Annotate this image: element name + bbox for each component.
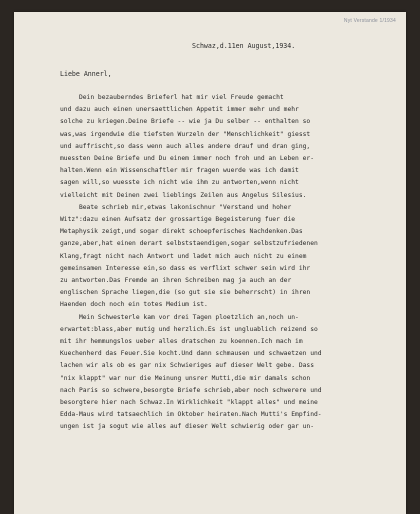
letter-line: halten.Wenn ein Wissenschaftler mir fragen wuerde was ich damit: [60, 167, 299, 175]
letter-line: ganze,aber,hat einen derart selbststaendigen,sogar selbstzufriedenen: [60, 240, 318, 248]
letter-line: erwartet:blass,aber mutig und herzlich.Es ist ungluablich reizend so: [60, 325, 318, 333]
letter-line: nach Paris so schwere,besorgte Briefe schrieb,aber noch schwerere und: [60, 386, 322, 394]
letter-line: besorgtere hier nach Schwaz.In Wirklichkeit "klappt alles" und meine: [60, 399, 318, 407]
letter-line: gemeinsamen Interesse ein,so dass es verflixt schwer sein wird ihr: [60, 264, 311, 272]
letter-line: Klang,fragt nicht nach Antwort und ladet mich auch nicht zu einem: [60, 252, 307, 260]
letter-line: Witz":dazu einen Aufsatz der grossartige Begeisterung fuer die: [60, 216, 296, 224]
letter-line: was,was irgendwie die tiefsten Wurzeln der "Menschlichkeit" giesst: [60, 130, 311, 138]
letter-line: Metaphysik zeigt,und sogar direkt schoepferisches Nachdenken.Das: [60, 228, 303, 236]
letter-line: muessten Deine Briefe und Du einem immer noch froh und an Leben er-: [60, 155, 315, 163]
letter-line: ungen ist ja sogut wie alles auf dieser Welt schwierig oder gar un-: [60, 423, 315, 431]
letter-line: Mein Schwesterle kam vor drei Tagen ploetzlich an,noch un-: [60, 313, 299, 321]
letter-page: [14, 12, 406, 514]
letter-line: "nix klappt" war nur die Meinung unsrer Mutti,die mir damals schon: [60, 374, 311, 382]
letter-line: englischen Sprache liegen,die (so gut sie sie beherrscht) in ihren: [60, 289, 311, 297]
letter-line: Kuechenherd das Feuer.Sie kocht.Und dann schmausen und schwaetzen und: [60, 350, 322, 358]
letter-salutation: Liebe Annerl,: [60, 70, 112, 78]
letter-line: Dein bezauberndes Brieferl hat mir viel Freude gemacht: [60, 94, 284, 101]
letter-line: zu antworten.Das Fremde an ihren Schreiben mag ja auch an der: [60, 277, 292, 285]
letter-line: vielleicht mit Deinen zwei lieblings Zeilen aus Angelus Silesius.: [60, 191, 307, 199]
letter-line: Haenden doch noch ein totes Medium ist.: [60, 301, 208, 309]
archive-note: Nyt Verstande 1/1934: [343, 18, 396, 24]
letter-line: Edda-Maus wird tatsaechlich im Oktober heiraten.Nach Mutti's Empfind-: [60, 411, 322, 419]
letter-line: solche zu kriegen.Deine Briefe -- wie ja Du selber -- enthalten so: [60, 118, 311, 126]
letter-line: lachen wir als ob es gar nix Schwieriges auf dieser Welt gebe. Dass: [60, 362, 315, 370]
letter-line: und dazu auch einen unersaettlichen Appetit immer mehr und mehr: [60, 106, 299, 114]
letter-line: mit ihr hemmungslos ueber alles dratschen zu koennen.Ich mach im: [60, 338, 303, 346]
letter-line: und auffrischt,so dass wenn auch alles andere drauf und dran ging,: [60, 142, 311, 150]
letter-date: Schwaz,d.11en August,1934.: [192, 42, 296, 50]
letter-body: [60, 92, 395, 434]
letter-line: Beate schrieb mir,etwas lakonischnur "Verstand und hoher: [60, 203, 292, 211]
letter-line: sagen will,so wuesste ich nicht wie ihm zu antworten,wenn nicht: [60, 179, 299, 187]
